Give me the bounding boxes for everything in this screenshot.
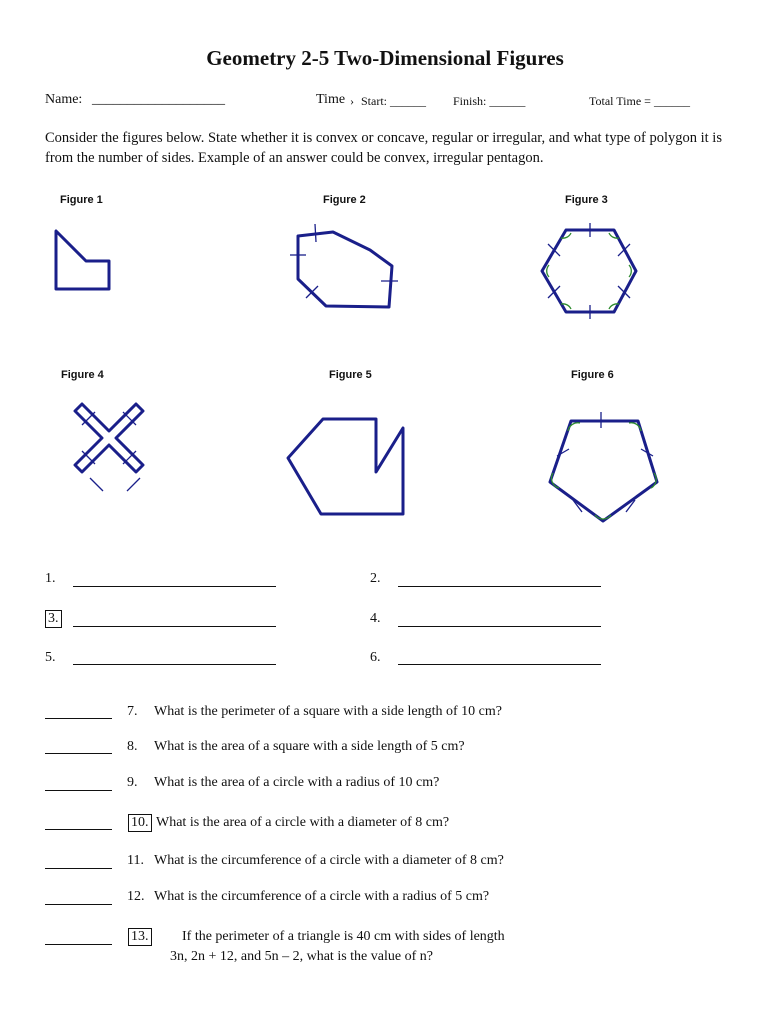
answer-number: 4. <box>370 611 381 626</box>
answer-3-line[interactable] <box>73 610 276 627</box>
question-10-blank[interactable] <box>45 813 112 830</box>
answer-6-line[interactable] <box>398 648 601 665</box>
question-13-blank[interactable] <box>45 928 112 945</box>
answer-number: 3. <box>45 610 62 628</box>
question-12-blank[interactable] <box>45 888 112 905</box>
question-number: 13. <box>128 928 152 946</box>
time-label: Time <box>316 92 346 107</box>
answer-number: 1. <box>45 571 56 586</box>
figure-6-angle-marks <box>551 423 656 519</box>
figure-6-label: Figure 6 <box>571 369 614 381</box>
question-9-blank[interactable] <box>45 774 112 791</box>
question-number: 12. <box>127 889 145 904</box>
figure-3-label: Figure 3 <box>565 194 608 206</box>
answer-number: 5. <box>45 650 56 665</box>
answer-4-line[interactable] <box>398 610 601 627</box>
question-text: If the perimeter of a triangle is 40 cm with sides of length <box>182 929 505 944</box>
question-number: 8. <box>127 739 138 754</box>
finish-field[interactable]: Finish: ______ <box>453 94 526 108</box>
question-text-continued: 3n, 2n + 12, and 5n – 2, what is the value of n? <box>170 949 433 964</box>
answer-number: 2. <box>370 571 381 586</box>
question-text: What is the area of a circle with a diameter of 8 cm? <box>156 815 450 830</box>
figure-6-shape <box>550 421 657 521</box>
figure-4-shape <box>75 404 143 472</box>
figure-1-shape <box>56 231 109 289</box>
answer-number: 6. <box>370 650 381 665</box>
question-7-blank[interactable] <box>45 702 112 719</box>
figure-1-label: Figure 1 <box>60 194 103 206</box>
question-number: 9. <box>127 775 138 790</box>
figure-2-label: Figure 2 <box>323 194 366 206</box>
answer-5-line[interactable] <box>73 648 276 665</box>
answer-2-line[interactable] <box>398 570 601 587</box>
name-label: Name: <box>45 92 83 107</box>
instructions: Consider the figures below. State whether it is convex or concave, regular or irregular, and what type of polygon it is from the number of sides. Example of an answer could be convex, irregular pentagon. <box>45 130 722 166</box>
total-time-field[interactable]: Total Time = ______ <box>589 94 690 108</box>
answer-1-line[interactable] <box>73 570 276 587</box>
figure-5-label: Figure 5 <box>329 369 372 381</box>
question-number: 7. <box>127 704 138 719</box>
question-text: What is the circumference of a circle with a diameter of 8 cm? <box>154 853 504 868</box>
question-text: What is the area of a square with a side length of 5 cm? <box>154 739 465 754</box>
page-title: Geometry 2-5 Two-Dimensional Figures <box>206 46 564 70</box>
figure-2-shape <box>298 232 392 307</box>
figure-4-label: Figure 4 <box>61 369 104 381</box>
question-8-blank[interactable] <box>45 737 112 754</box>
figure-3-shape <box>542 230 636 312</box>
question-text: What is the area of a circle with a radius of 10 cm? <box>154 775 440 790</box>
question-11-blank[interactable] <box>45 852 112 869</box>
start-field[interactable]: Start: ______ <box>361 94 426 108</box>
question-number: 10. <box>128 814 152 832</box>
figure-5-shape <box>288 419 403 514</box>
question-text: What is the circumference of a circle with a radius of 5 cm? <box>154 889 490 904</box>
time-separator: › <box>350 94 354 108</box>
question-text: What is the perimeter of a square with a side length of 10 cm? <box>154 704 502 719</box>
figure-3-angle-marks <box>547 233 632 309</box>
question-number: 11. <box>127 853 144 868</box>
name-field[interactable]: ___________________ <box>92 92 225 107</box>
